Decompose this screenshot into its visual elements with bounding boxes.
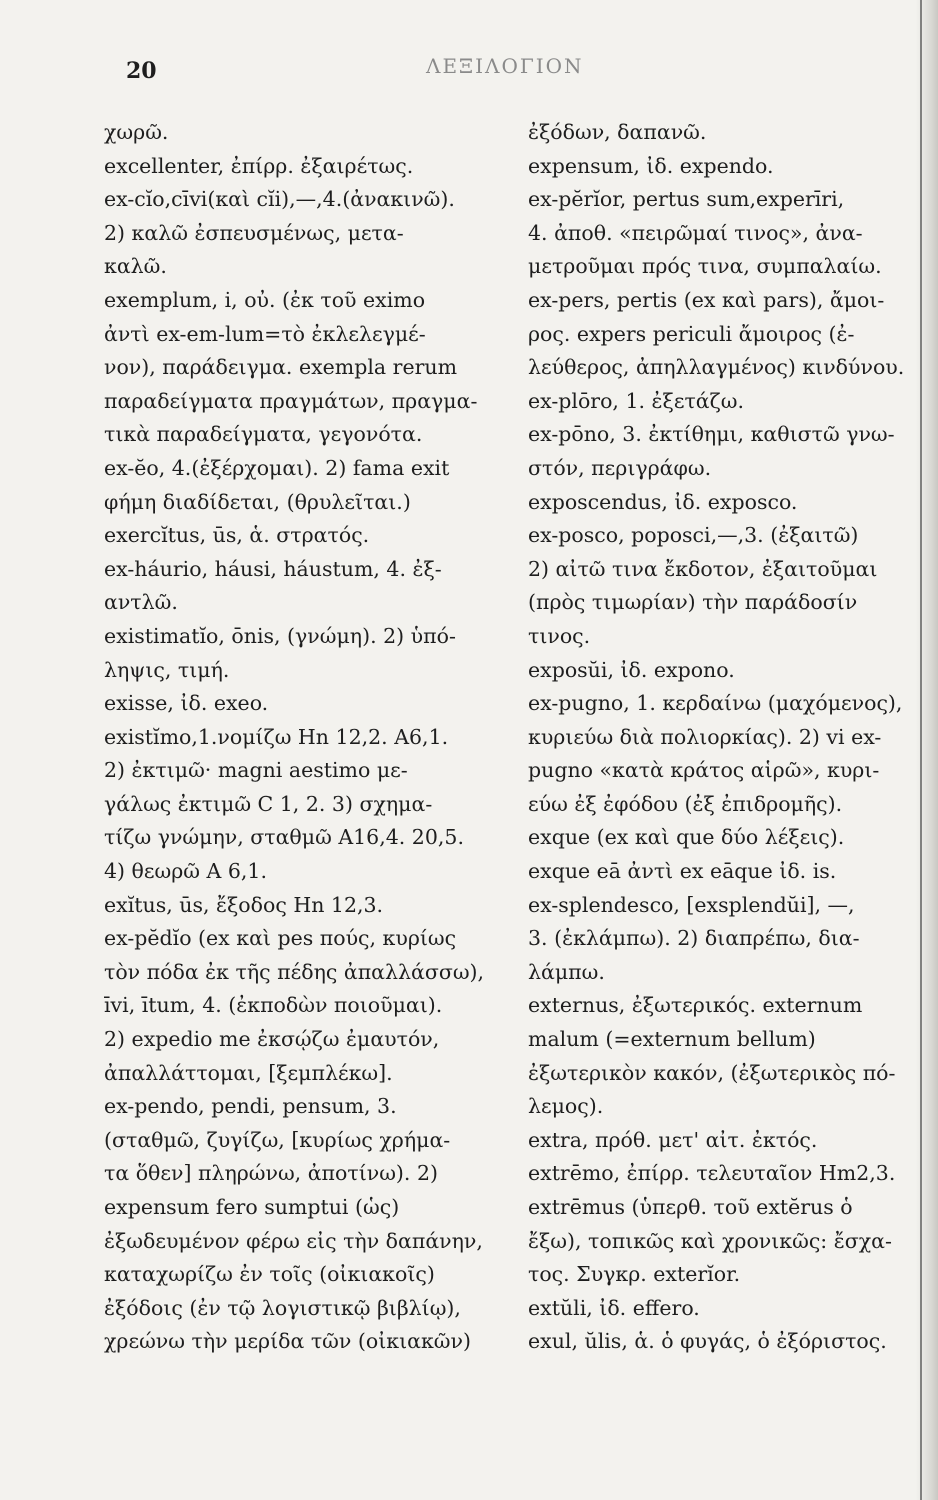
dictionary-line: 4) θεωρῶ A 6,1. xyxy=(104,859,267,884)
dictionary-line: ρος. expers periculi ἄμοιρος (ἐ- xyxy=(528,321,855,346)
dictionary-line: ex-posco, poposci,—,3. (ἐξαιτῶ) xyxy=(528,523,859,548)
dictionary-line: excellenter, ἐπίρρ. ἐξαιρέτως. xyxy=(104,153,414,178)
dictionary-line: 2) expedio me ἐκσῴζω ἐμαυτόν, xyxy=(104,1027,440,1052)
dictionary-line: αντλῶ. xyxy=(104,590,178,615)
dictionary-line: ἐξόδων, δαπανῶ. xyxy=(528,120,707,144)
dictionary-line: exposŭi, ἰδ. expono. xyxy=(528,657,735,682)
dictionary-line: 3. (ἐκλάμπω). 2) διαπρέπω, δια- xyxy=(528,926,860,951)
dictionary-line: ex-pendo, pendi, pensum, 3. xyxy=(104,1094,397,1119)
dictionary-line: ἐξωδευμένον φέρω εἰς τὴν δαπάνην, xyxy=(104,1228,483,1253)
dictionary-line: existimatĭo, ōnis, (γνώμη). 2) ὑπό- xyxy=(104,623,456,648)
page-edge xyxy=(920,0,922,1500)
dictionary-line: 4. ἀποθ. «πειρῶμαί τινος», ἀνα- xyxy=(528,220,863,245)
dictionary-line: στόν, περιγράφω. xyxy=(528,455,712,480)
dictionary-line: χωρῶ. xyxy=(104,120,169,144)
dictionary-line: exul, ŭlis, ἁ. ὁ φυγάς, ὁ ἐξόριστος. xyxy=(528,1329,887,1354)
dictionary-line: νον), παράδειγμα. exempla rerum xyxy=(104,355,458,380)
dictionary-line: τὸν πόδα ἐκ τῆς πέδης ἀπαλλάσσω), xyxy=(104,959,485,984)
dictionary-line: exposcendus, ἰδ. exposco. xyxy=(528,489,798,514)
dictionary-line: 2) καλῶ ἐσπευσμένως, μετα- xyxy=(104,220,404,245)
dictionary-line: exque (ex καὶ que δύο λέξεις). xyxy=(528,825,845,850)
dictionary-line: εύω ἐξ ἐφόδου (ἐξ ἐπιδρομῆς). xyxy=(528,791,843,816)
dictionary-line: ἔξω), τοπικῶς καὶ χρονικῶς: ἔσχα- xyxy=(528,1228,892,1253)
dictionary-line: καταχωρίζω ἐν τοῖς (οἰκιακοῖς) xyxy=(104,1262,435,1287)
right-column xyxy=(528,116,934,1359)
dictionary-line: ἐξωτερικὸν κακόν, (ἐξωτερικὸς πό- xyxy=(528,1060,896,1085)
running-title: ΛΕΞΙΛΟΓΙΟΝ xyxy=(426,54,584,78)
dictionary-line: τινος. xyxy=(528,623,591,648)
dictionary-line: ληψις, τιμή. xyxy=(104,657,230,682)
dictionary-line: īvi, ītum, 4. (ἐκποδὼν ποιοῦμαι). xyxy=(104,993,443,1018)
dictionary-line: extra, πρόθ. μετ' αἰτ. ἐκτός. xyxy=(528,1127,818,1152)
dictionary-line: exisse, ἰδ. exeo. xyxy=(104,691,269,716)
dictionary-line: ἀπαλλάττομαι, [ξεμπλέκω]. xyxy=(104,1060,393,1085)
dictionary-line: ex-splendesco, [exsplendŭi], —, xyxy=(528,892,855,917)
dictionary-line: τίζω γνώμην, σταθμῶ A16,4. 20,5. xyxy=(104,825,464,850)
dictionary-line: extŭli, ἰδ. effero. xyxy=(528,1295,700,1320)
dictionary-line: ex-pōno, 3. ἐκτίθημι, καθιστῶ γνω- xyxy=(528,422,895,447)
dictionary-line: ex-plōro, 1. ἐξετάζω. xyxy=(528,388,744,413)
dictionary-line: ex-pĕrĭor, pertus sum,experīri, xyxy=(528,187,845,212)
dictionary-line: (πρὸς τιμωρίαν) τὴν παράδοσίν xyxy=(528,590,858,615)
dictionary-line: παραδείγματα πραγμάτων, πραγμα- xyxy=(104,388,478,413)
dictionary-line: extrēmus (ὑπερθ. τοῦ extĕrus ὁ xyxy=(528,1195,853,1219)
dictionary-line: τος. Συγκρ. exterĭor. xyxy=(528,1262,741,1287)
dictionary-line: καλῶ. xyxy=(104,254,167,279)
dictionary-line: μετροῦμαι πρός τινα, συμπαλαίω. xyxy=(528,254,882,279)
dictionary-line: ex-pers, pertis (ex καὶ pars), ἄμοι- xyxy=(528,287,885,312)
dictionary-line: λεύθερος, ἀπηλλαγμένος) κινδύνου. xyxy=(528,355,905,380)
dictionary-line: ex-pugno, 1. κερδαίνω (μαχόμενος), xyxy=(528,691,903,716)
dictionary-line: expensum, ἰδ. expendo. xyxy=(528,153,774,178)
dictionary-line: 2) αἰτῶ τινα ἔκδοτον, ἐξαιτοῦμαι xyxy=(528,556,878,581)
dictionary-line: extrēmo, ἐπίρρ. τελευταῖον Hm2,3. xyxy=(528,1161,896,1186)
dictionary-line: malum (=externum bellum) xyxy=(528,1027,816,1052)
left-column xyxy=(104,116,514,1359)
dictionary-line: 2) ἐκτιμῶ· magni aestimo με- xyxy=(104,758,408,783)
dictionary-line: externus, ἐξωτερικός. externum xyxy=(528,993,863,1018)
dictionary-line: exque eā ἀντὶ ex eāque ἰδ. is. xyxy=(528,859,837,884)
dictionary-line: λάμπω. xyxy=(528,959,605,984)
dictionary-line: κυριεύω διὰ πολιορκίας). 2) vi ex- xyxy=(528,724,882,749)
dictionary-line: ἐξόδοις (ἐν τῷ λογιστικῷ βιβλίῳ), xyxy=(104,1295,461,1320)
dictionary-line: ex-cĭo,cīvi(καὶ cĭi),—,4.(ἀνακινῶ). xyxy=(104,187,455,212)
dictionary-line: exemplum, i, οὐ. (ἐκ τοῦ eximo xyxy=(104,287,426,312)
dictionary-line: τικὰ παραδείγματα, γεγονότα. xyxy=(104,422,423,447)
dictionary-line: expensum fero sumptui (ὡς) xyxy=(104,1195,400,1219)
page-number: 20 xyxy=(126,58,157,84)
dictionary-line: pugno «κατὰ κράτος αἱρῶ», κυρι- xyxy=(528,758,880,783)
dictionary-line: λεμος). xyxy=(528,1094,604,1119)
dictionary-line: existĭmo,1.νομίζω Hn 12,2. A6,1. xyxy=(104,724,449,749)
dictionary-line: ἀντὶ ex-em-lum=τὸ ἐκλελεγμέ- xyxy=(104,321,426,346)
dictionary-line: φήμη διαδίδεται, (θρυλεῖται.) xyxy=(104,489,411,514)
dictionary-line: τα ὅθεν] πληρώνω, ἀποτίνω). 2) xyxy=(104,1161,438,1186)
dictionary-line: exercĭtus, ūs, ἁ. στρατός. xyxy=(104,523,370,548)
dictionary-line: ex-ĕo, 4.(ἐξέρχομαι). 2) fama exit xyxy=(104,455,450,480)
dictionary-line: exĭtus, ūs, ἔξοδος Hn 12,3. xyxy=(104,892,384,917)
dictionary-line: (σταθμῶ, ζυγίζω, [κυρίως χρήμα- xyxy=(104,1127,451,1152)
dictionary-line: χρεώνω τὴν μερίδα τῶν (οἰκιακῶν) xyxy=(104,1329,471,1354)
dictionary-line: ex-háurio, háusi, háustum, 4. ἐξ- xyxy=(104,556,442,581)
dictionary-line: ex-pĕdĭo (ex καὶ pes πούς, κυρίως xyxy=(104,926,457,951)
dictionary-line: γάλως ἐκτιμῶ C 1, 2. 3) σχημα- xyxy=(104,791,433,816)
